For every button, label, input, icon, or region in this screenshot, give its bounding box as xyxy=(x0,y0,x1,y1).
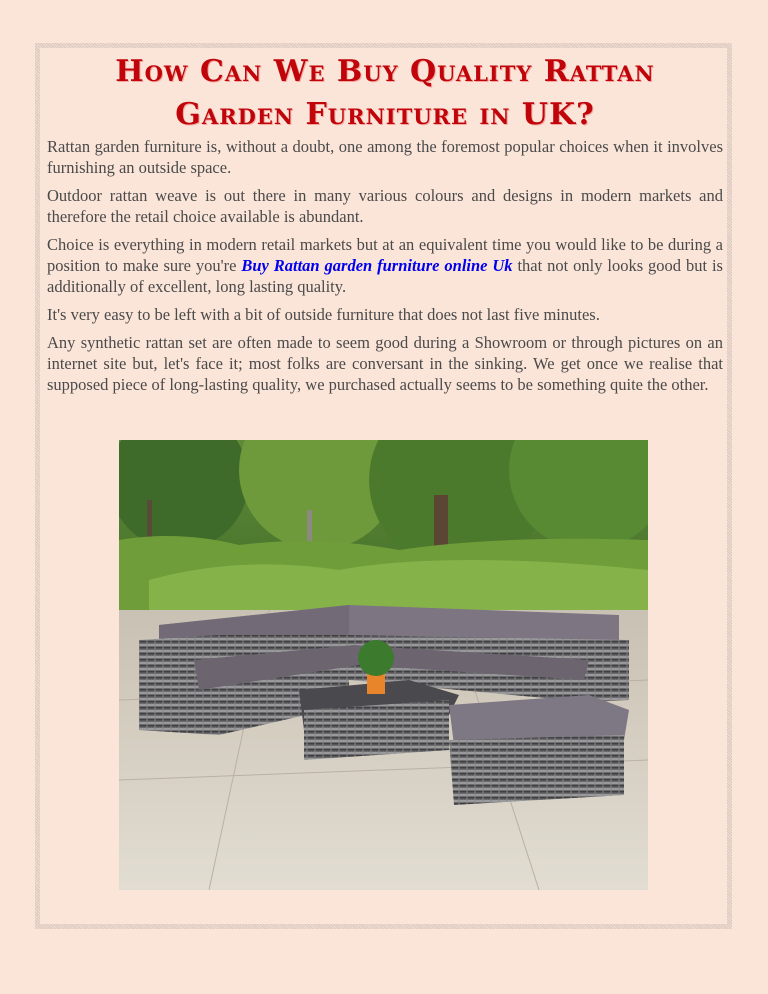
paragraph-intro: Rattan garden furniture is, without a doubt, one among the foremost popular choices when it involves furnishing an outside space. xyxy=(47,137,723,177)
paragraph-choice-before: Choice is everything in modern retail markets but at an equivalent time you would like to be during a position to make sure you're xyxy=(47,235,723,275)
paragraph-easy: It's very easy to be left with a bit of outside furniture that does not last five minutes. xyxy=(47,305,600,324)
document-content xyxy=(47,50,723,402)
paragraph-weave: Outdoor rattan weave is out there in many various colours and designs in modern markets and therefore the retail choice available is abundant. xyxy=(47,186,723,226)
title-line-1: How Can We Buy Quality Rattan xyxy=(115,54,655,89)
paragraph-choice-after: that not only looks good but is additionally of excellent, long lasting quality. xyxy=(47,256,723,296)
rattan-furniture-photo xyxy=(119,440,648,890)
page-title xyxy=(47,50,723,136)
photo-illustration xyxy=(119,440,648,890)
title-line-2: Garden Furniture in UK? xyxy=(175,97,595,132)
paragraph-choice xyxy=(47,234,723,297)
paragraph-synthetic: Any synthetic rattan set are often made to seem good during a Showroom or through pictures on an internet site but, let's face it; most folks are conversant in the sinking. We get once we realise that supposed piece of long-lasting quality, we purchased actually seems to be something quite the other. xyxy=(47,333,723,394)
buy-rattan-online-link[interactable]: Buy Rattan garden furniture online Uk xyxy=(241,256,513,275)
